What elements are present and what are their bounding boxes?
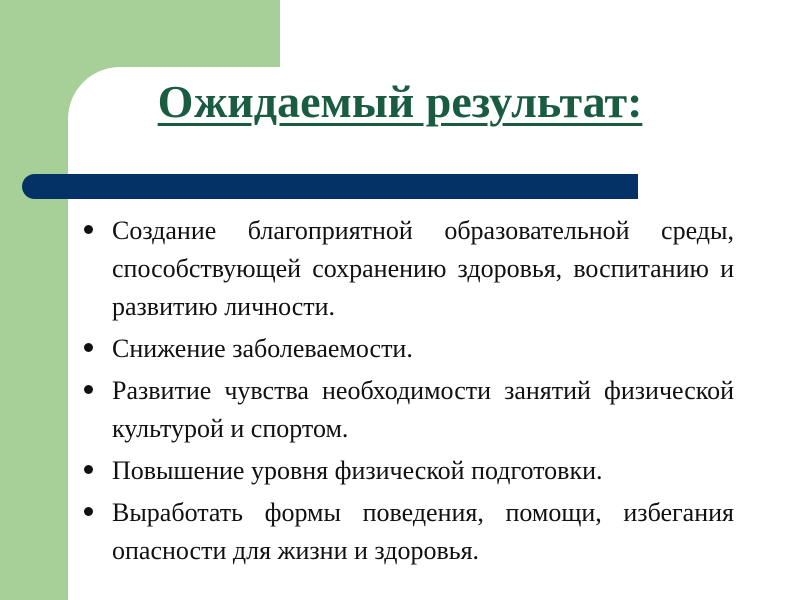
bullet-text: Выработать формы поведения, помощи, избегания опасности для жизни и здоровья. <box>112 498 734 565</box>
bullet-item <box>82 494 734 570</box>
bullet-item <box>82 330 734 368</box>
bullet-list <box>82 212 734 574</box>
bullet-item <box>82 372 734 448</box>
bullet-dot-icon <box>84 507 93 516</box>
bullet-dot-icon <box>84 465 93 474</box>
accent-bar <box>22 174 638 199</box>
bullet-text: Создание благоприятной образовательной среды, способствующей сохранению здоровья, воспитанию и развитию личности. <box>112 216 734 321</box>
bullet-text: Снижение заболеваемости. <box>112 334 413 363</box>
bullet-item <box>82 452 734 490</box>
bullet-dot-icon <box>84 225 93 234</box>
bullet-item <box>82 212 734 326</box>
bullet-text: Повышение уровня физической подготовки. <box>112 456 603 485</box>
bullet-dot-icon <box>84 385 93 394</box>
bullet-dot-icon <box>84 343 93 352</box>
slide-title: Ожидаемый результат: <box>157 76 643 127</box>
bullet-text: Развитие чувства необходимости занятий физической культурой и спортом. <box>112 376 734 443</box>
